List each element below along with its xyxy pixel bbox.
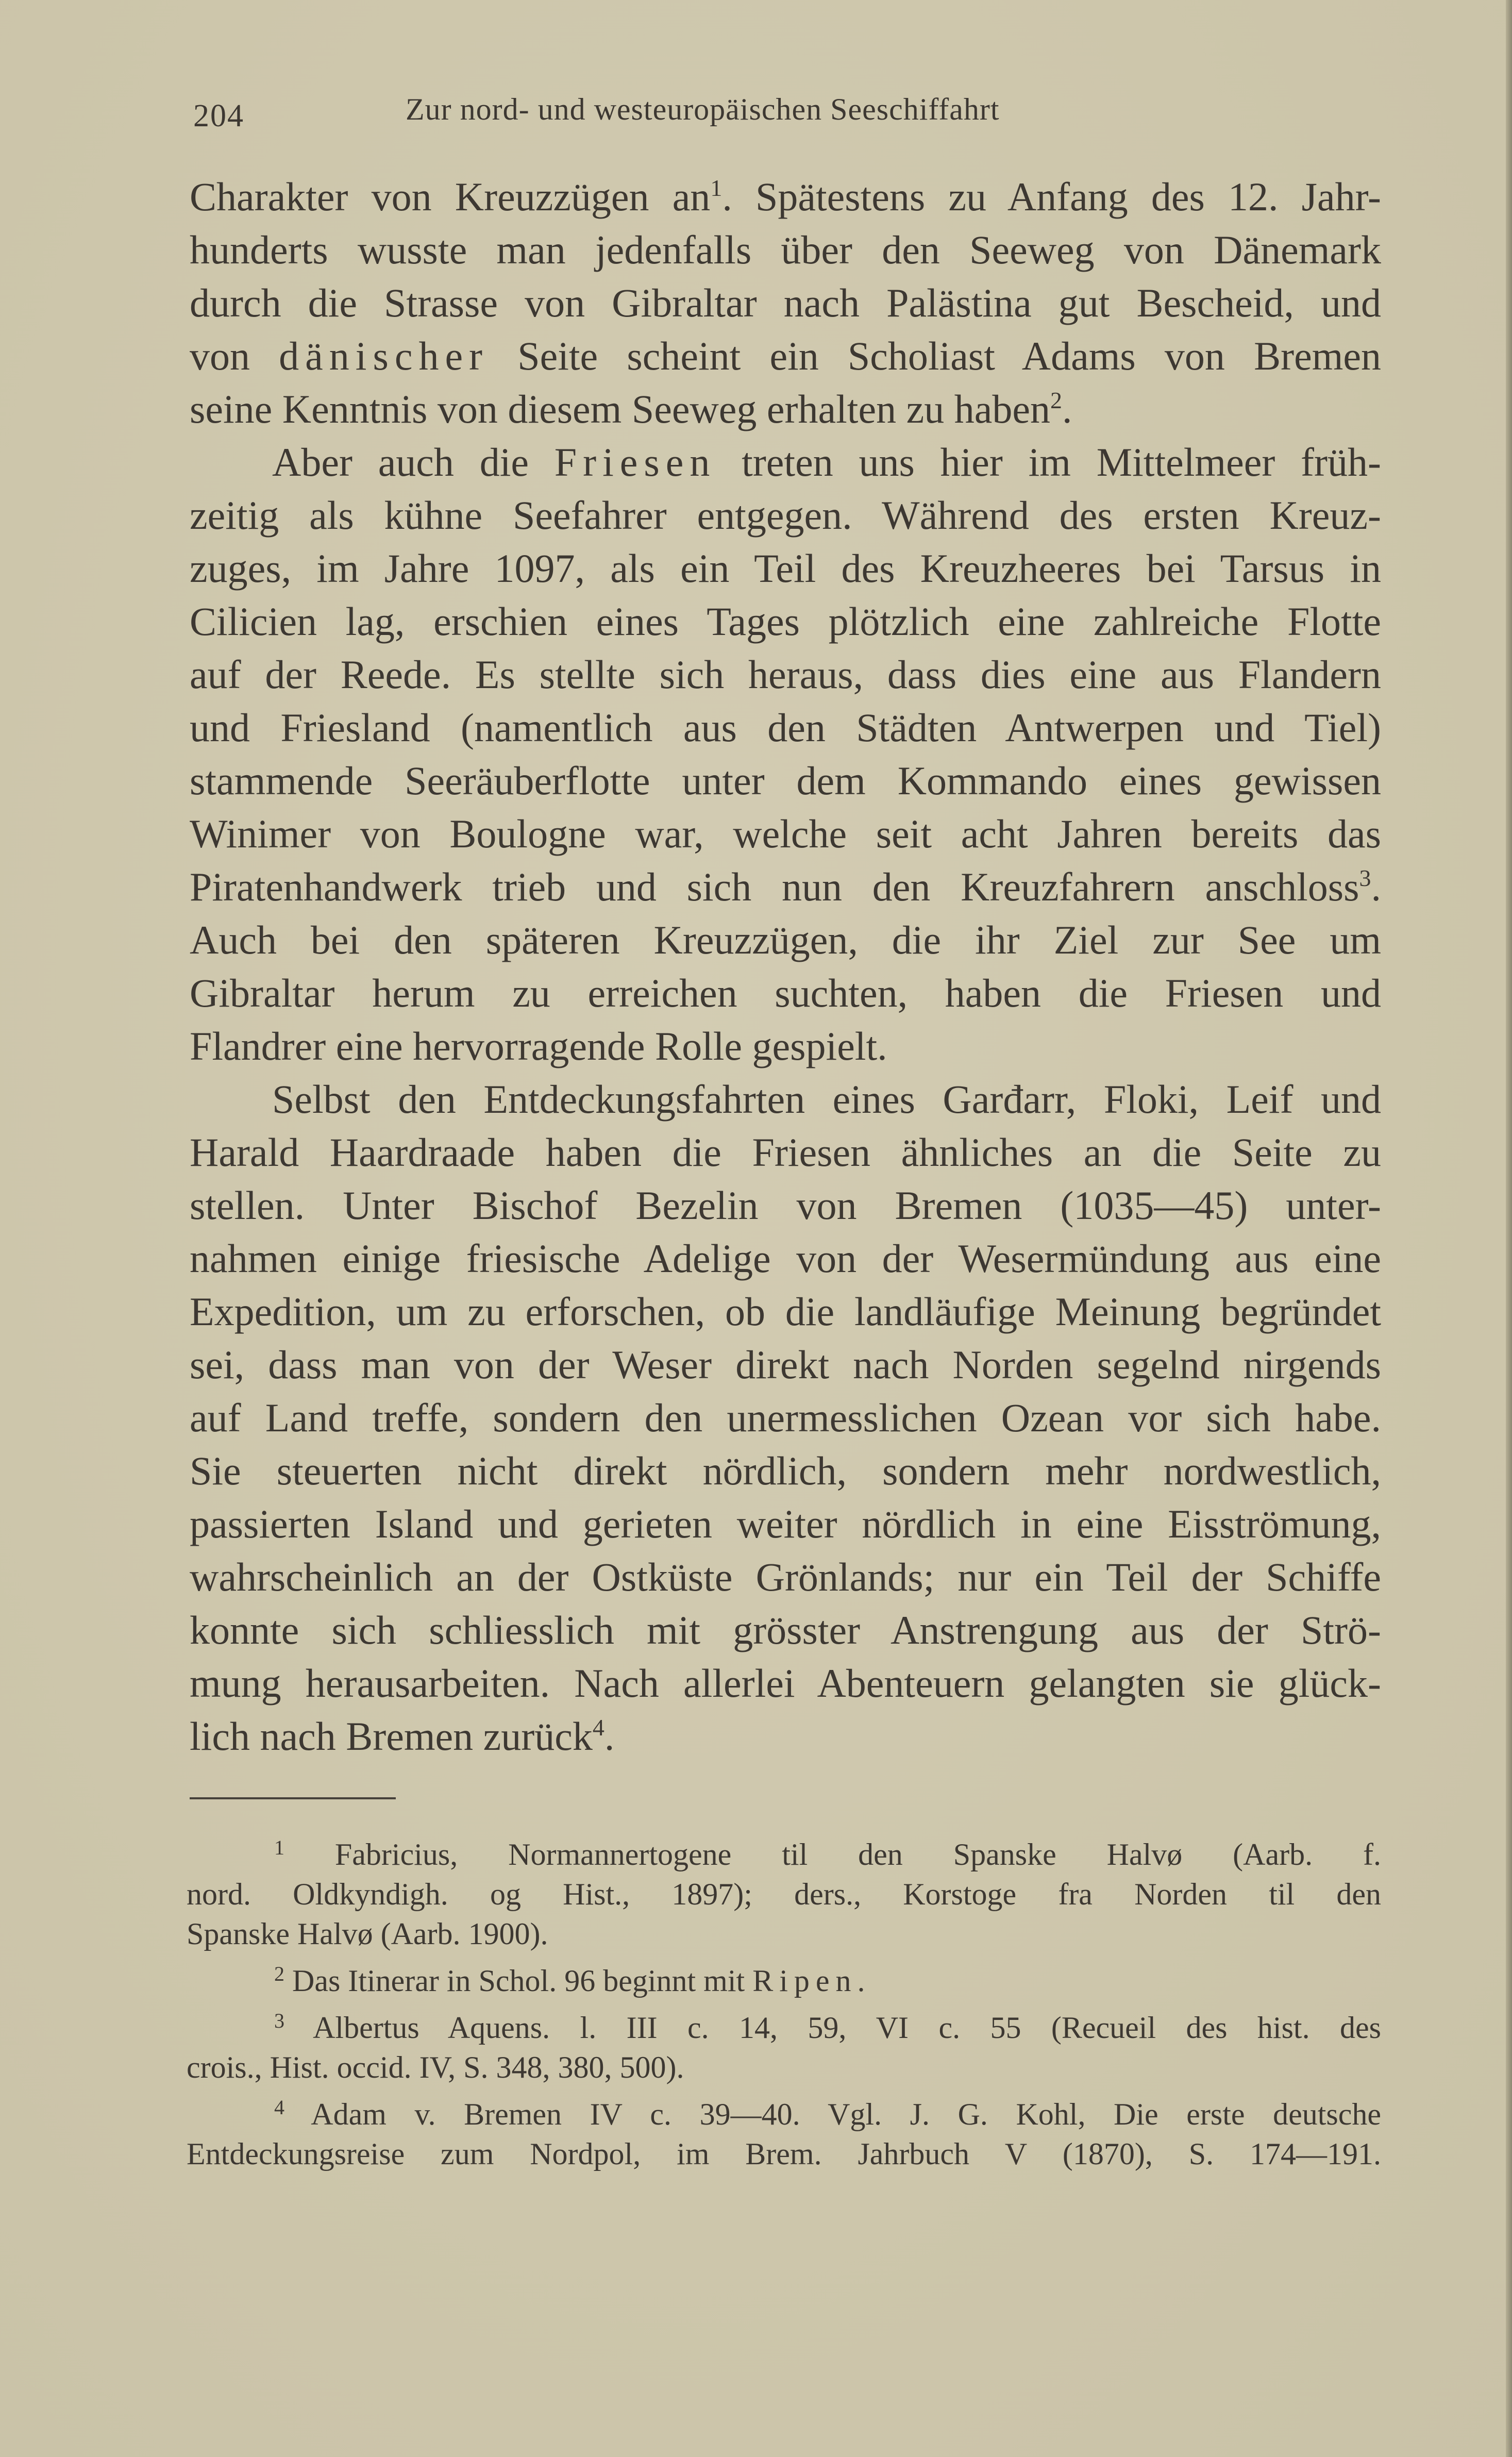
- footnote-line: [187, 2048, 1381, 2087]
- text-line: [190, 382, 1381, 436]
- footnote-line: [187, 1835, 1381, 1875]
- footnote-line: [187, 2134, 1381, 2174]
- text-line: [190, 1179, 1381, 1232]
- text-line: [190, 1550, 1381, 1603]
- text-run: .: [604, 1714, 615, 1759]
- footnote-separator: [190, 1797, 396, 1799]
- text-line: [190, 276, 1381, 329]
- text-run: und Friesland (namentlich aus den Städten Antwerpen und Tiel): [190, 705, 1381, 750]
- text-run: .: [857, 1964, 865, 1998]
- text-line: [190, 860, 1381, 913]
- text-run: Piratenhandwerk trieb und sich nun den Kreuzfahrern anschloss: [190, 864, 1359, 909]
- page-number: 204: [193, 98, 244, 133]
- text-line: [190, 1285, 1381, 1338]
- text-run: Adam v. Bremen IV c. 39—40. Vgl. J. G. Kohl, Die erste deutsche: [284, 2097, 1381, 2131]
- text-run: Das Itinerar in Schol. 96 beginnt mit: [284, 1964, 753, 1998]
- footnotes: [187, 1835, 1381, 2174]
- text-run: .: [1062, 387, 1072, 431]
- text-line: [190, 223, 1381, 276]
- footnote-marker: 4: [592, 1714, 604, 1741]
- footnote-marker: 1: [710, 175, 723, 201]
- text-run: zeitig als kühne Seefahrer entgegen. Während des ersten Kreuz-: [190, 493, 1381, 538]
- text-run: stammende Seeräuberflotte unter dem Kommando eines gewissen: [190, 758, 1381, 803]
- text-line: [190, 170, 1381, 223]
- text-run: wahrscheinlich an der Ostküste Grönlands; nur ein Teil der Schiffe: [190, 1555, 1381, 1599]
- text-run: crois., Hist. occid. IV, S. 348, 380, 500).: [187, 2050, 684, 2084]
- spaced-emphasis: Ripen: [752, 1964, 858, 1998]
- text-run: Entdeckungsreise zum Nordpol, im Brem. Jahrbuch V (1870), S. 174—191.: [187, 2137, 1381, 2171]
- footnote-marker: 3: [1359, 865, 1371, 891]
- footnote-gap: [187, 2087, 1381, 2095]
- text-line: [190, 1657, 1381, 1710]
- text-run: sei, dass man von der Weser direkt nach Norden segelnd nirgends: [190, 1342, 1381, 1387]
- text-run: .: [1371, 864, 1381, 909]
- text-line: [190, 1444, 1381, 1497]
- page-edge-shadow: [1506, 0, 1512, 2457]
- text-run: Charakter von Kreuzzügen an: [190, 174, 711, 219]
- footnote-marker: 2: [274, 1962, 284, 1985]
- text-run: Auch bei den späteren Kreuzzügen, die ihr Ziel zur See um: [190, 917, 1381, 962]
- text-line: [190, 807, 1381, 860]
- text-run: nord. Oldkyndigh. og Hist., 1897); ders., Korstoge fra Norden til den: [187, 1877, 1381, 1911]
- text-line: [190, 701, 1381, 754]
- footnote-gap: [187, 1954, 1381, 1961]
- text-line: [190, 436, 1381, 489]
- text-run: Spanske Halvø (Aarb. 1900).: [187, 1917, 548, 1951]
- text-line: [190, 542, 1381, 595]
- text-line: [190, 1497, 1381, 1550]
- text-run: Seite scheint ein Scholiast Adams von Bremen: [489, 333, 1381, 378]
- spaced-emphasis: Friesen: [554, 440, 716, 484]
- text-line: [190, 595, 1381, 648]
- footnote-line: [187, 2095, 1381, 2134]
- footnote-line: [187, 1914, 1381, 1954]
- text-run: lich nach Bremen zurück: [190, 1714, 593, 1759]
- footnote-line: [187, 1961, 1381, 2001]
- footnote-marker: 3: [274, 2009, 284, 2032]
- text-line: [190, 754, 1381, 807]
- spaced-emphasis: dänischer: [279, 333, 489, 378]
- text-run: Cilicien lag, erschien eines Tages plötzlich eine zahlreiche Flotte: [190, 599, 1381, 644]
- text-run: Harald Haardraade haben die Friesen ähnliches an die Seite zu: [190, 1130, 1381, 1175]
- text-run: treten uns hier im Mittelmeer früh-: [716, 440, 1381, 484]
- text-line: [190, 329, 1381, 382]
- text-run: Selbst den Entdeckungsfahrten eines Garđarr, Floki, Leif und: [272, 1077, 1381, 1122]
- text-run: von: [190, 333, 279, 378]
- text-run: durch die Strasse von Gibraltar nach Palästina gut Bescheid, und: [190, 280, 1381, 325]
- footnote-gap: [187, 2001, 1381, 2008]
- text-line: [190, 1391, 1381, 1444]
- text-run: Gibraltar herum zu erreichen suchten, haben die Friesen und: [190, 971, 1381, 1015]
- text-run: auf Land treffe, sondern den unermesslichen Ozean vor sich habe.: [190, 1395, 1381, 1440]
- text-run: zuges, im Jahre 1097, als ein Teil des Kreuzheeres bei Tarsus in: [190, 546, 1381, 591]
- footnote-line: [187, 1875, 1381, 1914]
- text-run: mung herausarbeiten. Nach allerlei Abenteuern gelangten sie glück-: [190, 1661, 1381, 1706]
- text-run: Flandrer eine hervorragende Rolle gespielt.: [190, 1024, 887, 1068]
- text-line: [190, 648, 1381, 701]
- text-run: konnte sich schliesslich mit grösster Anstrengung aus der Strö-: [190, 1608, 1381, 1652]
- body-text: [190, 170, 1381, 1763]
- text-line: [190, 1019, 1381, 1073]
- footnote-marker: 4: [274, 2096, 284, 2119]
- text-run: Expedition, um zu erforschen, ob die landläufige Meinung begründet: [190, 1289, 1381, 1334]
- text-line: [190, 1232, 1381, 1285]
- text-line: [190, 913, 1381, 966]
- text-run: nahmen einige friesische Adelige von der Wesermündung aus eine: [190, 1236, 1381, 1281]
- text-run: seine Kenntnis von diesem Seeweg erhalten zu haben: [190, 387, 1050, 431]
- footnote-line: [187, 2008, 1381, 2048]
- running-title: Zur nord- und westeuropäischen Seeschiffahrt: [406, 92, 1000, 126]
- text-run: passierten Island und gerieten weiter nördlich in eine Eisströmung,: [190, 1501, 1381, 1546]
- text-run: Fabricius, Normannertogene til den Spanske Halvø (Aarb. f.: [284, 1837, 1381, 1871]
- text-line: [190, 489, 1381, 542]
- text-run: Aber auch die: [272, 440, 555, 484]
- footnote-marker: 1: [274, 1836, 284, 1859]
- footnote-marker: 2: [1050, 387, 1062, 413]
- text-line: [190, 1603, 1381, 1657]
- text-line: [190, 1710, 1381, 1763]
- text-line: [190, 1073, 1381, 1126]
- text-line: [190, 1338, 1381, 1391]
- text-run: Winimer von Boulogne war, welche seit acht Jahren bereits das: [190, 811, 1381, 856]
- text-run: . Spätestens zu Anfang des 12. Jahr-: [722, 174, 1381, 219]
- text-line: [190, 1126, 1381, 1179]
- text-line: [190, 966, 1381, 1019]
- text-run: hunderts wusste man jedenfalls über den Seeweg von Dänemark: [190, 227, 1381, 272]
- text-run: stellen. Unter Bischof Bezelin von Bremen (1035—45) unter-: [190, 1183, 1381, 1228]
- text-run: Sie steuerten nicht direkt nördlich, sondern mehr nordwestlich,: [190, 1448, 1381, 1493]
- text-run: Albertus Aquens. l. III c. 14, 59, VI c. 55 (Recueil des hist. des: [284, 2011, 1381, 2045]
- running-head: [193, 92, 1379, 143]
- text-run: auf der Reede. Es stellte sich heraus, dass dies eine aus Flandern: [190, 652, 1381, 697]
